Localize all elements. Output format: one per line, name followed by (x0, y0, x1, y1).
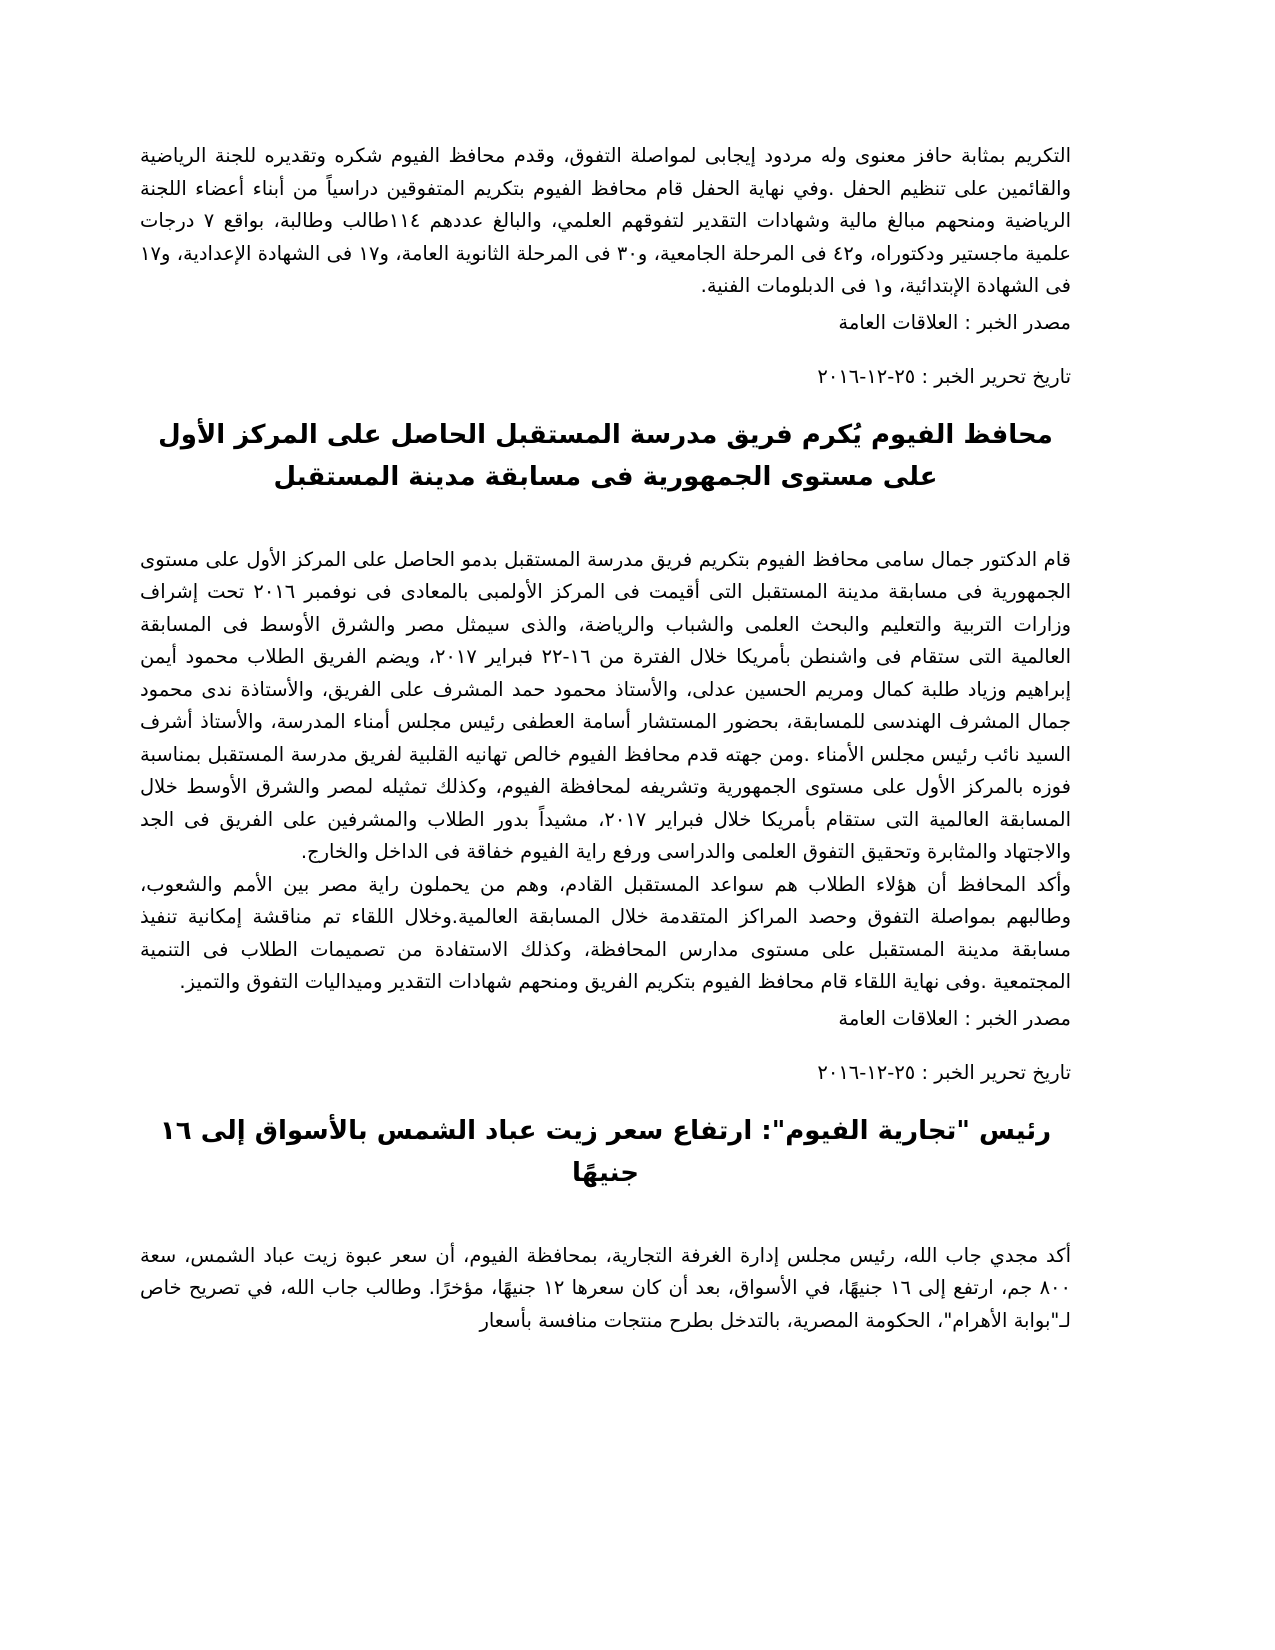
document-page (140, 140, 1071, 1337)
article-2-body-paragraph-2: وأكد المحافظ أن هؤلاء الطلاب هم سواعد المستقبل القادم، وهم من يحملون راية مصر بين الأمم والشعوب، وطالبهم بمواصلة التفوق وحصد المراكز المتقدمة خلال المسابقة العالمية.وخلال اللقاء تم مناقشة إمكانية تنفيذ مسابقة مدينة المستقبل على مستوى مدارس المحافظة، وكذلك الاستفادة من تصميمات الطلاب فى التنمية المجتمعية .وفى نهاية اللقاء قام محافظ الفيوم بتكريم الفريق ومنحهم شهادات التقدير وميداليات التفوق والتميز. (140, 872, 1071, 993)
article-1-date: تاريخ تحرير الخبر : ٢٥-١٢-٢٠١٦ (817, 365, 1071, 388)
article-2-source: مصدر الخبر : العلاقات العامة (838, 1006, 1071, 1030)
spacer (140, 498, 1071, 544)
article-1 (140, 140, 1071, 394)
article-2-headline: محافظ الفيوم يُكرم فريق مدرسة المستقبل الحاصل على المركز الأول على مستوى الجمهورية فى مسابقة مدينة المستقبل (158, 419, 1053, 492)
article-2-body-paragraph-1: قام الدكتور جمال سامى محافظ الفيوم بتكريم فريق مدرسة المستقبل بدمو الحاصل على المركز الأول على مستوى الجمهورية فى مسابقة مدينة المستقبل التى أقيمت فى المركز الأولمبى بالمعادى فى نوفمبر ٢٠١٦ تحت إشراف وزارات التربية والتعليم والبحث العلمى والشباب والرياضة، والذى سيمثل مصر والشرق الأوسط فى المسابقة العالمية التى ستقام فى واشنطن بأمريكا خلال الفترة من ١٦-٢٢ فبراير ٢٠١٧، ويضم الفريق الطلاب محمود أيمن إبراهيم وزياد طلبة كمال ومريم الحسين عدلى، والأستاذ محمود حمد المشرف على الفريق، والأستاذة ندى محمود جمال المشرف الهندسى للمسابقة، بحضور المستشار أسامة العطفى رئيس مجلس أمناء المدرسة، والأستاذ أشرف السيد نائب رئيس مجلس الأمناء .ومن جهته قدم محافظ الفيوم خالص تهانيه القلبية لفريق مدرسة المستقبل بمناسبة فوزه بالمركز الأول على مستوى الجمهورية وتشريفه لمحافظة الفيوم، وكذلك تمثيله لمصر والشرق الأوسط خلال المسابقة العالمية التى ستقام بأمريكا خلال فبراير ٢٠١٧، مشيداً بدور الطلاب والمشرفين على الفريق فى الجد والاجتهاد والمثابرة وتحقيق التفوق العلمى والدراسى ورفع راية الفيوم خفاقة فى الداخل والخارج. (140, 547, 1071, 863)
article-3-headline: رئيس "تجارية الفيوم": ارتفاع سعر زيت عباد الشمس بالأسواق إلى ١٦ جنيهًا (159, 1115, 1052, 1188)
article-1-source: مصدر الخبر : العلاقات العامة (838, 310, 1071, 334)
article-3 (140, 1110, 1071, 1338)
article-2-date: تاريخ تحرير الخبر : ٢٥-١٢-٢٠١٦ (817, 1061, 1071, 1084)
article-3-body: أكد مجدي جاب الله، رئيس مجلس إدارة الغرفة التجارية، بمحافظة الفيوم، أن سعر عبوة زيت عباد الشمس، سعة ٨٠٠ جم، ارتفع إلى ١٦ جنيهًا، في الأسواق، بعد أن كان سعرها ١٢ جنيهًا، مؤخرًا. وطالب جاب الله، في تصريح خاص لـ"بوابة الأهرام"، الحكومة المصرية، بالتدخل بطرح منتجات منافسة بأسعار (140, 1243, 1071, 1332)
article-2 (140, 414, 1071, 1090)
spacer (140, 1194, 1071, 1240)
article-1-body: التكريم بمثابة حافز معنوى وله مردود إيجابى لمواصلة التفوق، وقدم محافظ الفيوم شكره وتقديره للجنة الرياضية والقائمين على تنظيم الحفل .وفي نهاية الحفل قام محافظ الفيوم بتكريم المتفوقين دراسياً من أبناء أعضاء اللجنة الرياضية ومنحهم مبالغ مالية وشهادات التقدير لتفوقهم العلمي، والبالغ عددهم ١١٤طالب وطالبة، بواقع ٧ درجات علمية ماجستير ودكتوراه، و٤٢ فى المرحلة الجامعية، و٣٠ فى المرحلة الثانوية العامة، و١٧ فى الشهادة الإعدادية، و١٧ فى الشهادة الإبتدائية، و١ فى الدبلومات الفنية. (140, 144, 1072, 297)
